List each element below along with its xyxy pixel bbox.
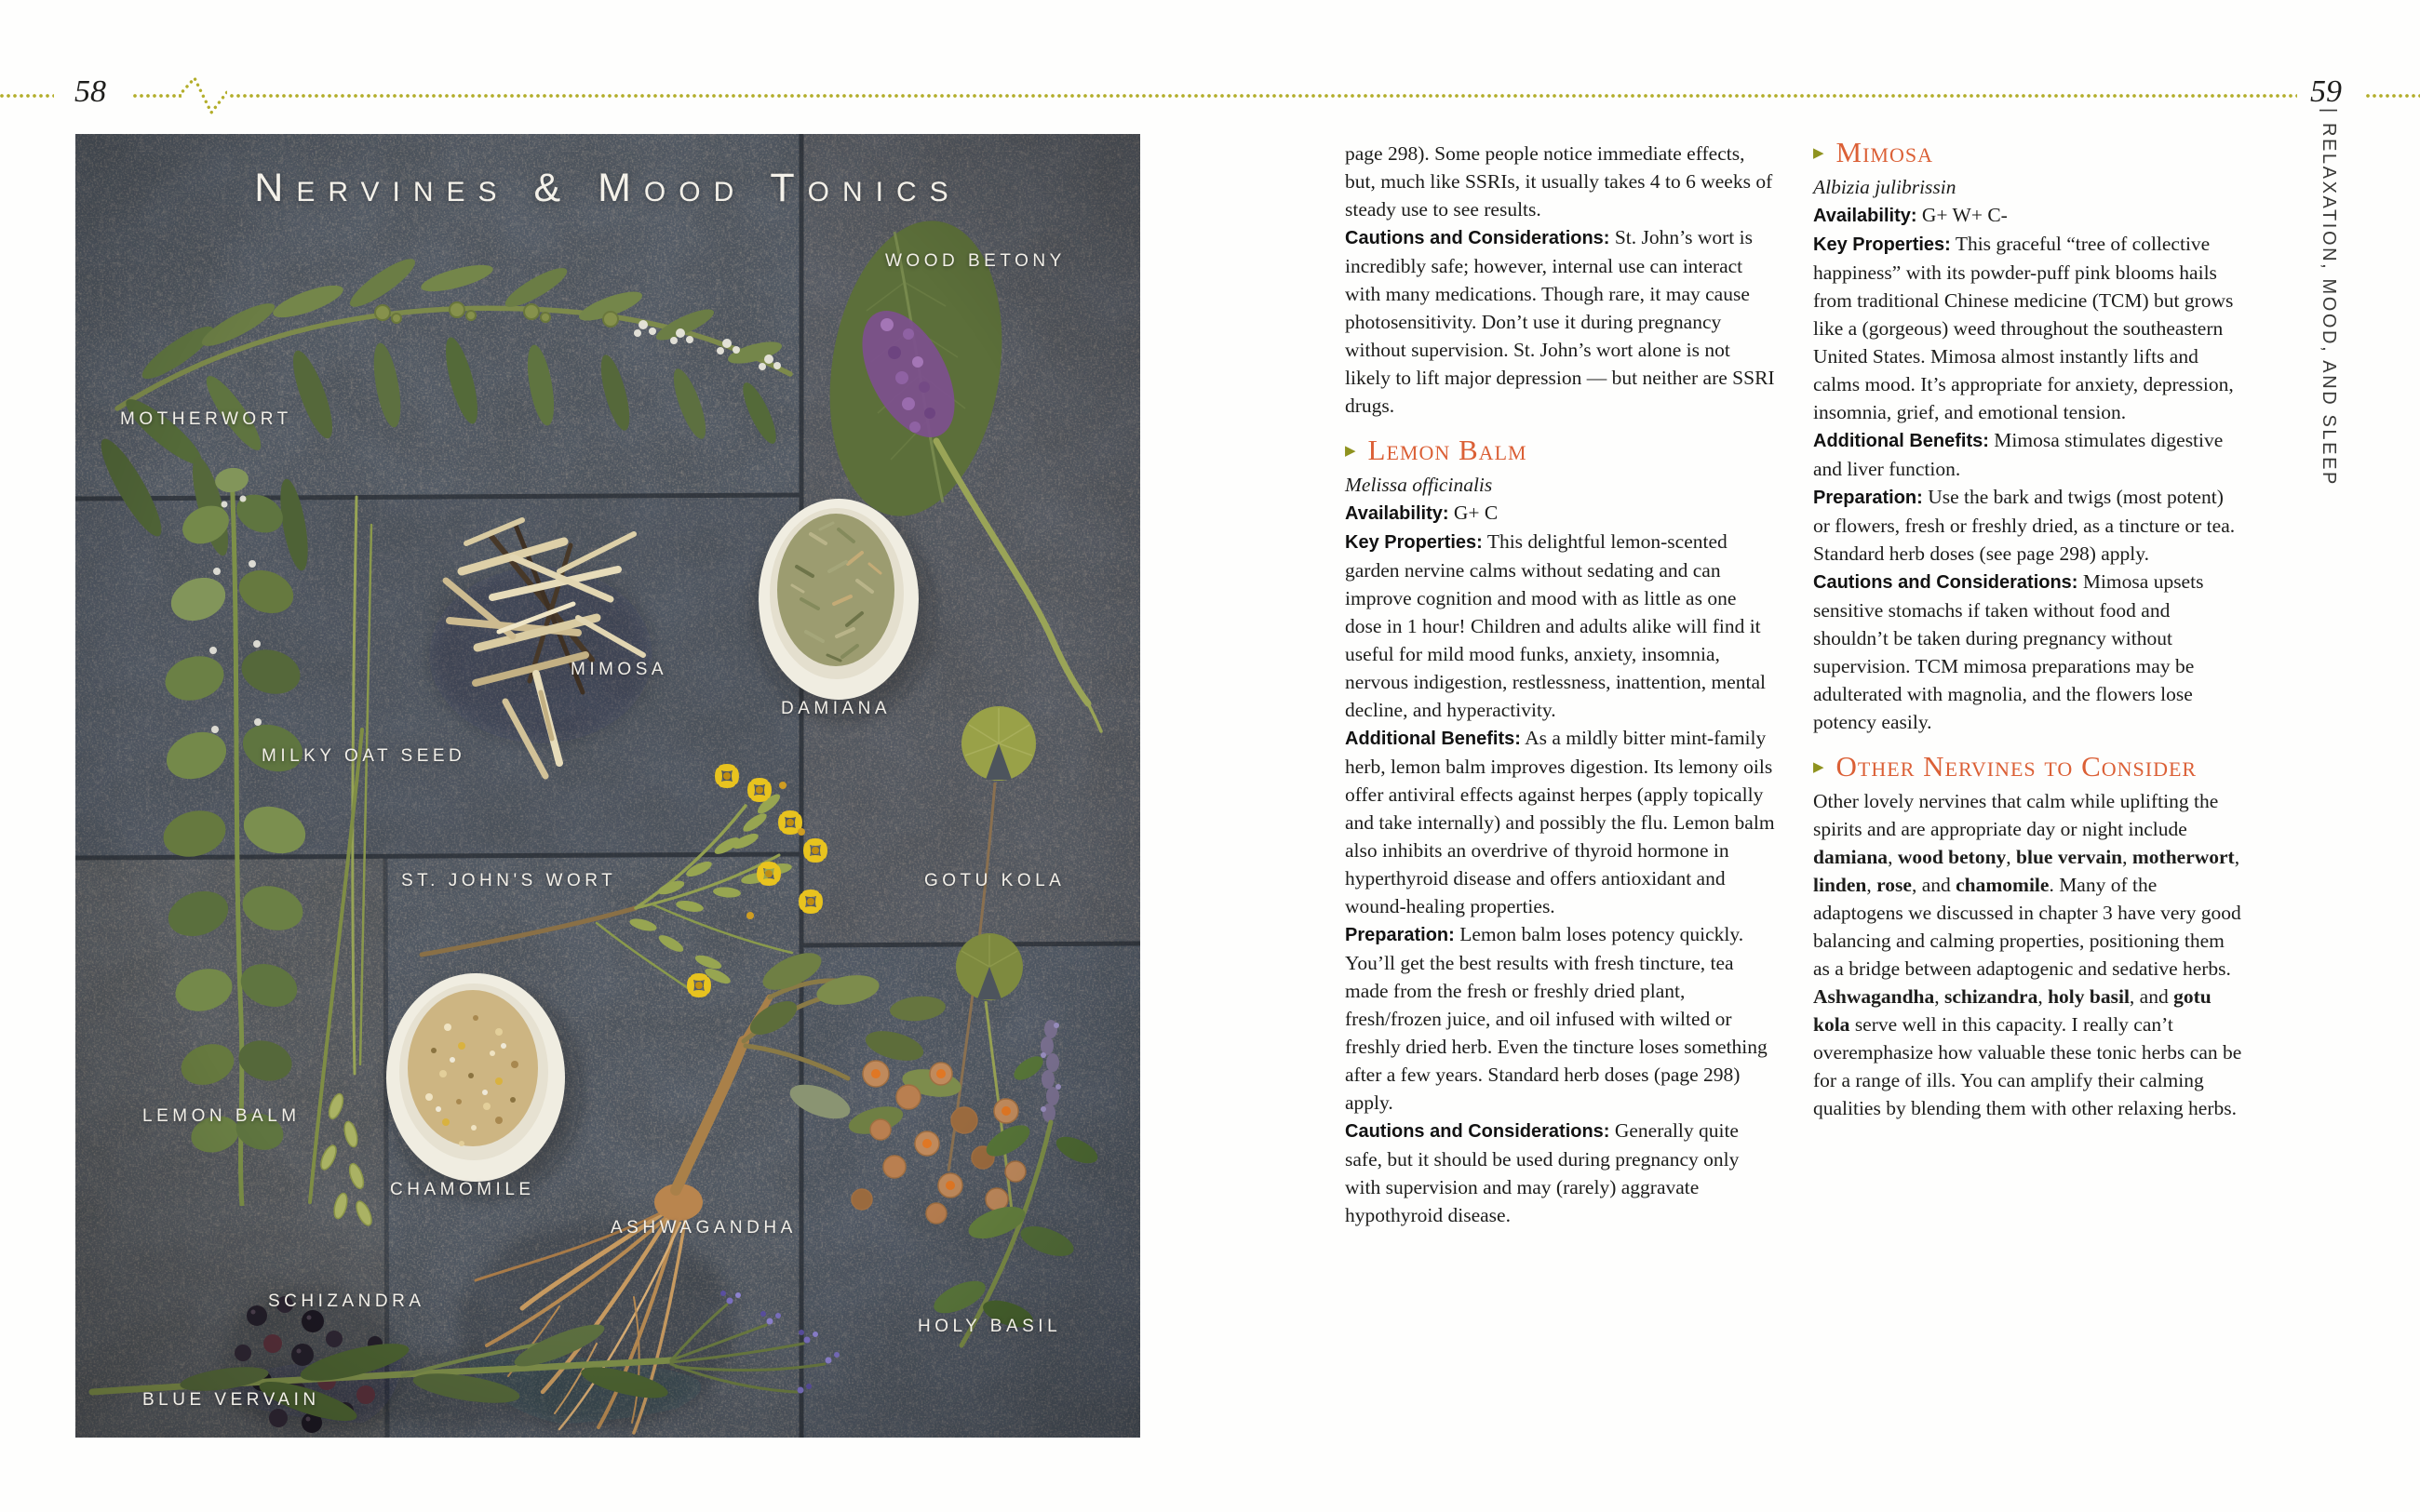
- text-segment: ,: [1866, 874, 1877, 896]
- text-segment: Preparation:: [1813, 488, 1923, 508]
- body-paragraph: [1345, 724, 1777, 920]
- section-heading: [1345, 434, 1777, 468]
- body-paragraph: [1813, 426, 2245, 483]
- text-segment: serve well in this capacity. I really can’t overemphasize how valuable these tonic herbs can be for a range of ills. You can amplify their calming qualities by blending them with other relaxing herbs.: [1813, 1013, 2242, 1119]
- body-paragraph: [1345, 499, 1777, 528]
- chapter-sidebar-label: | RELAXATION, MOOD, AND SLEEP: [2319, 108, 2339, 487]
- text-segment: damiana: [1813, 846, 1889, 868]
- text-segment: ,: [2234, 846, 2240, 868]
- text-segment: ,: [2006, 846, 2017, 868]
- header-rule-segment: [2366, 94, 2420, 98]
- text-segment: wood betony: [1897, 846, 2007, 868]
- text-segment: Cautions and Considerations:: [1345, 1121, 1610, 1142]
- text-segment: This graceful “tree of collective happiness” with its powder-puff pink blooms hails from traditional Chinese medicine (TCM) but grows like a (gorgeous) weed throughout the southeastern United States. Mimosa almost instantly lifts and calms mood. It’s appropriate for anxiety, depression, insomnia, grief, and emotional tension.: [1813, 233, 2234, 423]
- text-segment: Lemon balm loses potency quickly. You’ll get the best results with fresh tincture, tea made from the fresh or freshly dried plant, fresh/frozen juice, and oil infused with wilted or freshly dried herb. Even the tincture loses something after a few years. Standard herb doses (page 298) apply.: [1345, 923, 1768, 1114]
- text-segment: ,: [2122, 846, 2132, 868]
- text-segment: Cautions and Considerations:: [1345, 228, 1610, 248]
- photo-title: Nervines & Mood Tonics: [254, 166, 961, 210]
- section-heading: [1813, 136, 2245, 170]
- text-segment: Cautions and Considerations:: [1813, 572, 2078, 593]
- body-paragraph: [1813, 568, 2245, 736]
- photo-label: GOTU KOLA: [924, 871, 1066, 890]
- text-segment: As a mildly bitter mint-family herb, lemon balm improves digestion. Its lemony oils offer antiviral effects against herpes (apply topically and take internally) and possibly the flu. Lemon balm also inhibits an overdrive of thyroid hormone in hyperthyroid disease and offers antioxidant and wound-healing properties.: [1345, 727, 1775, 917]
- text-segment: G+ W+ C-: [1916, 204, 2008, 226]
- section-heading-text: Lemon Balm: [1367, 434, 1527, 466]
- text-segment: Ashwagandha: [1813, 985, 1935, 1008]
- page-number-right: 59: [2310, 74, 2342, 109]
- species-name: Albizia julibrissin: [1813, 176, 1956, 198]
- header-rule-segment: [0, 94, 54, 98]
- text-segment: gotu kola: [1813, 985, 2212, 1036]
- body-paragraph: [1345, 920, 1777, 1117]
- body-paragraph: [1345, 223, 1777, 420]
- body-paragraph: [1345, 140, 1777, 223]
- column-2: [1813, 136, 2245, 1122]
- text-segment: St. John’s wort is incredibly safe; however, internal use can interact with many medications. Though rare, it may cause photosensitivity. Don’t use it during pregnancy without supervision. St. John’s wort alone is not likely to lift major depression — but neither are SSRI drugs.: [1345, 226, 1775, 417]
- text-segment: ,: [1888, 846, 1898, 868]
- text-segment: motherwort: [2131, 846, 2235, 868]
- header-rule-zigzag: [179, 74, 227, 118]
- species-name: Melissa officinalis: [1345, 474, 1493, 496]
- herb-photo-illustration: [75, 134, 1140, 1438]
- text-segment: holy basil: [2048, 985, 2130, 1008]
- column-1: [1345, 140, 1777, 1229]
- photo-label: CHAMOMILE: [390, 1180, 535, 1199]
- photo-label: ST. JOHN'S WORT: [401, 871, 617, 890]
- text-segment: rose: [1876, 874, 1912, 896]
- body-paragraph: [1345, 1117, 1777, 1229]
- photo-label: MIMOSA: [571, 660, 668, 679]
- section-heading: [1813, 750, 2245, 784]
- text-segment: ,: [2037, 985, 2049, 1008]
- page-number-left: 58: [74, 74, 106, 109]
- section-heading-text: Mimosa: [1835, 136, 1934, 168]
- text-segment: page 298). Some people notice immediate effects, but, much like SSRIs, it usually takes 4 to 6 weeks of steady use to see results.: [1345, 142, 1773, 221]
- text-segment: G+ C: [1448, 502, 1499, 524]
- section-heading-text: Other Nervines to Consider: [1835, 750, 2198, 783]
- body-paragraph: [1813, 230, 2245, 426]
- text-segment: Other lovely nervines that calm while uplifting the spirits and are appropriate day or night include: [1813, 790, 2219, 840]
- text-segment: blue vervain: [2016, 846, 2123, 868]
- photo-label: MOTHERWORT: [120, 409, 292, 429]
- arrow-icon: ▶: [1345, 444, 1356, 459]
- text-segment: Availability:: [1813, 206, 1917, 226]
- photo-label: WOOD BETONY: [885, 251, 1066, 271]
- arrow-icon: ▶: [1813, 146, 1824, 161]
- header-rule-segment: [230, 94, 2297, 98]
- header-rule-segment: [133, 94, 182, 98]
- photo-label: LEMON BALM: [142, 1106, 301, 1126]
- photo-label: ASHWAGANDHA: [611, 1218, 797, 1238]
- text-segment: , and: [1911, 874, 1956, 896]
- text-segment: Generally quite safe, but it should be used during pregnancy only with supervision and may (rarely) aggravate hypothyroid disease.: [1345, 1119, 1740, 1226]
- text-segment: Mimosa stimulates digestive and liver function.: [1813, 429, 2224, 480]
- text-segment: Use the bark and twigs (most potent) or flowers, fresh or freshly dried, as a tincture or tea. Standard herb doses (see page 298) apply.: [1813, 486, 2236, 565]
- text-segment: schizandra: [1944, 985, 2038, 1008]
- text-segment: . Many of the adaptogens we discussed in chapter 3 have very good balancing and calming properties, positioning them as a bridge between adaptogenic and sedative herbs.: [1813, 874, 2241, 980]
- text-segment: Preparation:: [1345, 925, 1455, 945]
- body-paragraph: [1345, 528, 1777, 724]
- photo-label: MILKY OAT SEED: [262, 746, 466, 766]
- text-segment: Key Properties:: [1813, 234, 1951, 255]
- photo-label: HOLY BASIL: [918, 1317, 1062, 1336]
- text-segment: linden: [1813, 874, 1867, 896]
- body-paragraph: [1813, 483, 2245, 568]
- body-paragraph: [1813, 787, 2245, 1122]
- photo-label: SCHIZANDRA: [268, 1291, 425, 1311]
- text-segment: chamomile: [1956, 874, 2050, 896]
- text-segment: This delightful lemon-scented garden nervine calms without sedating and can improve cognition and mood with as little as one dose in 1 hour! Children and adults alike will find it useful for mild mood funks, anxiety, insomnia, nervous indigestion, restlessness, inattention, mental decline, and hyperactivity.: [1345, 530, 1767, 721]
- text-segment: Availability:: [1345, 503, 1449, 524]
- text-segment: , and: [2129, 985, 2174, 1008]
- text-segment: Key Properties:: [1345, 532, 1483, 553]
- text-segment: Mimosa upsets sensitive stomachs if taken without food and shouldn’t be taken during pregnancy without supervision. TCM mimosa preparations may be adulterated with magnolia, and the flowers lose potency easily.: [1813, 570, 2204, 733]
- herb-photo: [75, 134, 1140, 1438]
- photo-label: DAMIANA: [781, 699, 892, 718]
- body-paragraph: [1813, 201, 2245, 230]
- arrow-icon: ▶: [1813, 760, 1824, 775]
- photo-label: BLUE VERVAIN: [142, 1390, 320, 1410]
- text-segment: Additional Benefits:: [1813, 431, 1989, 451]
- text-segment: Additional Benefits:: [1345, 729, 1521, 749]
- text-segment: ,: [1934, 985, 1944, 1008]
